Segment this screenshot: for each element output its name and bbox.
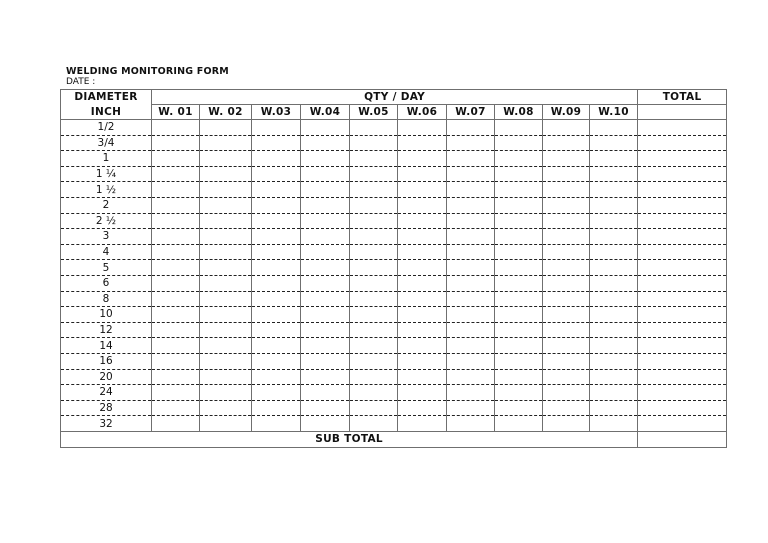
qty-cell[interactable] xyxy=(350,385,398,401)
qty-cell[interactable] xyxy=(543,275,590,291)
qty-cell[interactable] xyxy=(447,260,495,276)
qty-cell[interactable] xyxy=(301,182,350,198)
qty-cell[interactable] xyxy=(350,369,398,385)
diameter-cell: 1/2 xyxy=(61,120,152,136)
diameter-cell: 10 xyxy=(61,307,152,323)
qty-cell[interactable] xyxy=(350,213,398,229)
qty-cell[interactable] xyxy=(252,182,301,198)
qty-cell[interactable] xyxy=(252,385,301,401)
qty-cell[interactable] xyxy=(590,182,638,198)
qty-cell[interactable] xyxy=(301,400,350,416)
qty-cell[interactable] xyxy=(200,291,252,307)
total-cell[interactable] xyxy=(638,260,727,276)
total-cell[interactable] xyxy=(638,135,727,151)
diameter-cell: 2 xyxy=(61,197,152,213)
qty-cell[interactable] xyxy=(252,244,301,260)
qty-cell[interactable] xyxy=(200,416,252,432)
qty-cell[interactable] xyxy=(200,322,252,338)
qty-cell[interactable] xyxy=(252,229,301,245)
qty-cell[interactable] xyxy=(590,229,638,245)
table-row xyxy=(61,260,727,276)
qty-cell[interactable] xyxy=(590,291,638,307)
qty-cell[interactable] xyxy=(152,369,200,385)
qty-cell[interactable] xyxy=(152,197,200,213)
qty-cell[interactable] xyxy=(398,307,447,323)
table-row xyxy=(61,197,727,213)
qty-cell[interactable] xyxy=(301,244,350,260)
qty-cell[interactable] xyxy=(447,416,495,432)
qty-cell[interactable] xyxy=(590,275,638,291)
qty-cell[interactable] xyxy=(252,260,301,276)
week-header: W.09 xyxy=(543,105,590,120)
qty-cell[interactable] xyxy=(200,229,252,245)
total-cell[interactable] xyxy=(638,151,727,167)
qty-cell[interactable] xyxy=(398,385,447,401)
qty-cell[interactable] xyxy=(252,338,301,354)
qty-cell[interactable] xyxy=(252,120,301,136)
qty-cell[interactable] xyxy=(200,120,252,136)
qty-cell[interactable] xyxy=(350,307,398,323)
qty-cell[interactable] xyxy=(495,197,543,213)
qty-cell[interactable] xyxy=(350,135,398,151)
qty-cell[interactable] xyxy=(152,400,200,416)
qty-per-day-header: QTY / DAY xyxy=(152,90,638,105)
diameter-header: DIAMETER xyxy=(61,90,152,105)
qty-cell[interactable] xyxy=(590,416,638,432)
table-row xyxy=(61,151,727,167)
qty-cell[interactable] xyxy=(200,197,252,213)
qty-cell[interactable] xyxy=(350,353,398,369)
table-row xyxy=(61,307,727,323)
table-row xyxy=(61,135,727,151)
total-cell[interactable] xyxy=(638,291,727,307)
qty-cell[interactable] xyxy=(350,260,398,276)
table-row xyxy=(61,229,727,245)
qty-cell[interactable] xyxy=(350,275,398,291)
subtotal-total-cell[interactable] xyxy=(638,431,727,447)
qty-cell[interactable] xyxy=(543,338,590,354)
total-cell[interactable] xyxy=(638,244,727,260)
week-header: W.03 xyxy=(252,105,301,120)
qty-cell[interactable] xyxy=(398,151,447,167)
qty-cell[interactable] xyxy=(495,400,543,416)
qty-cell[interactable] xyxy=(200,275,252,291)
qty-cell[interactable] xyxy=(301,385,350,401)
subtotal-row xyxy=(61,431,727,447)
diameter-cell: 32 xyxy=(61,416,152,432)
total-cell[interactable] xyxy=(638,307,727,323)
qty-cell[interactable] xyxy=(590,197,638,213)
qty-cell[interactable] xyxy=(398,166,447,182)
qty-cell[interactable] xyxy=(350,416,398,432)
qty-cell[interactable] xyxy=(301,291,350,307)
qty-cell[interactable] xyxy=(590,260,638,276)
week-header: W.06 xyxy=(398,105,447,120)
qty-cell[interactable] xyxy=(590,353,638,369)
diameter-cell: 4 xyxy=(61,244,152,260)
qty-cell[interactable] xyxy=(301,120,350,136)
qty-cell[interactable] xyxy=(398,291,447,307)
qty-cell[interactable] xyxy=(152,182,200,198)
qty-cell[interactable] xyxy=(152,385,200,401)
table-row xyxy=(61,369,727,385)
qty-cell[interactable] xyxy=(447,369,495,385)
qty-cell[interactable] xyxy=(398,338,447,354)
qty-cell[interactable] xyxy=(447,213,495,229)
qty-cell[interactable] xyxy=(447,385,495,401)
total-cell[interactable] xyxy=(638,120,727,136)
table-row xyxy=(61,291,727,307)
qty-cell[interactable] xyxy=(350,244,398,260)
qty-cell[interactable] xyxy=(495,385,543,401)
qty-cell[interactable] xyxy=(301,338,350,354)
qty-cell[interactable] xyxy=(495,244,543,260)
total-cell[interactable] xyxy=(638,229,727,245)
qty-cell[interactable] xyxy=(543,213,590,229)
qty-cell[interactable] xyxy=(152,229,200,245)
qty-cell[interactable] xyxy=(495,338,543,354)
qty-cell[interactable] xyxy=(350,229,398,245)
qty-cell[interactable] xyxy=(543,416,590,432)
qty-cell[interactable] xyxy=(495,120,543,136)
qty-cell[interactable] xyxy=(252,166,301,182)
qty-cell[interactable] xyxy=(543,291,590,307)
qty-cell[interactable] xyxy=(590,213,638,229)
qty-cell[interactable] xyxy=(398,400,447,416)
total-header-blank xyxy=(638,105,727,120)
qty-cell[interactable] xyxy=(543,400,590,416)
qty-cell[interactable] xyxy=(590,151,638,167)
qty-cell[interactable] xyxy=(252,322,301,338)
qty-cell[interactable] xyxy=(447,151,495,167)
table-row xyxy=(61,400,727,416)
diameter-cell: 24 xyxy=(61,385,152,401)
qty-cell[interactable] xyxy=(252,291,301,307)
total-cell[interactable] xyxy=(638,353,727,369)
total-cell[interactable] xyxy=(638,213,727,229)
qty-cell[interactable] xyxy=(447,166,495,182)
qty-cell[interactable] xyxy=(152,213,200,229)
welding-monitoring-table xyxy=(60,89,727,448)
diameter-cell: 1 ¼ xyxy=(61,166,152,182)
qty-cell[interactable] xyxy=(543,135,590,151)
qty-cell[interactable] xyxy=(252,213,301,229)
qty-cell[interactable] xyxy=(590,120,638,136)
qty-cell[interactable] xyxy=(398,322,447,338)
qty-cell[interactable] xyxy=(152,307,200,323)
qty-cell[interactable] xyxy=(152,322,200,338)
diameter-cell: 14 xyxy=(61,338,152,354)
qty-cell[interactable] xyxy=(495,135,543,151)
qty-cell[interactable] xyxy=(301,275,350,291)
qty-cell[interactable] xyxy=(447,229,495,245)
qty-cell[interactable] xyxy=(350,120,398,136)
qty-cell[interactable] xyxy=(447,400,495,416)
qty-cell[interactable] xyxy=(590,166,638,182)
qty-cell[interactable] xyxy=(495,275,543,291)
qty-cell[interactable] xyxy=(152,275,200,291)
qty-cell[interactable] xyxy=(398,197,447,213)
total-header: TOTAL xyxy=(638,90,727,105)
qty-cell[interactable] xyxy=(398,120,447,136)
qty-cell[interactable] xyxy=(200,307,252,323)
qty-cell[interactable] xyxy=(350,151,398,167)
qty-cell[interactable] xyxy=(200,338,252,354)
table-row xyxy=(61,338,727,354)
qty-cell[interactable] xyxy=(398,275,447,291)
qty-cell[interactable] xyxy=(543,307,590,323)
table-row xyxy=(61,322,727,338)
diameter-cell: 8 xyxy=(61,291,152,307)
qty-cell[interactable] xyxy=(543,260,590,276)
total-cell[interactable] xyxy=(638,338,727,354)
qty-cell[interactable] xyxy=(447,275,495,291)
qty-cell[interactable] xyxy=(200,353,252,369)
qty-cell[interactable] xyxy=(398,353,447,369)
qty-cell[interactable] xyxy=(543,166,590,182)
total-cell[interactable] xyxy=(638,275,727,291)
qty-cell[interactable] xyxy=(495,166,543,182)
qty-cell[interactable] xyxy=(301,229,350,245)
qty-cell[interactable] xyxy=(152,120,200,136)
qty-cell[interactable] xyxy=(447,291,495,307)
week-header: W.08 xyxy=(495,105,543,120)
table-row xyxy=(61,166,727,182)
qty-cell[interactable] xyxy=(252,275,301,291)
qty-cell[interactable] xyxy=(543,182,590,198)
qty-cell[interactable] xyxy=(200,400,252,416)
table-row xyxy=(61,244,727,260)
table-row xyxy=(61,182,727,198)
week-header: W.07 xyxy=(447,105,495,120)
qty-cell[interactable] xyxy=(398,213,447,229)
qty-cell[interactable] xyxy=(252,416,301,432)
qty-cell[interactable] xyxy=(200,213,252,229)
qty-cell[interactable] xyxy=(252,135,301,151)
qty-cell[interactable] xyxy=(152,291,200,307)
qty-cell[interactable] xyxy=(301,307,350,323)
qty-cell[interactable] xyxy=(301,213,350,229)
diameter-cell: 3 xyxy=(61,229,152,245)
qty-cell[interactable] xyxy=(252,353,301,369)
total-cell[interactable] xyxy=(638,400,727,416)
qty-cell[interactable] xyxy=(200,182,252,198)
table-row xyxy=(61,385,727,401)
qty-cell[interactable] xyxy=(590,400,638,416)
qty-cell[interactable] xyxy=(447,322,495,338)
diameter-cell: 20 xyxy=(61,369,152,385)
qty-cell[interactable] xyxy=(447,182,495,198)
total-cell[interactable] xyxy=(638,369,727,385)
qty-cell[interactable] xyxy=(543,120,590,136)
week-header: W. 02 xyxy=(200,105,252,120)
qty-cell[interactable] xyxy=(152,416,200,432)
qty-cell[interactable] xyxy=(152,166,200,182)
qty-cell[interactable] xyxy=(398,369,447,385)
qty-cell[interactable] xyxy=(152,244,200,260)
qty-cell[interactable] xyxy=(543,197,590,213)
qty-cell[interactable] xyxy=(398,244,447,260)
date-label: DATE : xyxy=(66,77,96,87)
week-header: W.04 xyxy=(301,105,350,120)
qty-cell[interactable] xyxy=(200,151,252,167)
qty-cell[interactable] xyxy=(200,369,252,385)
qty-cell[interactable] xyxy=(495,291,543,307)
qty-cell[interactable] xyxy=(495,322,543,338)
week-header: W.10 xyxy=(590,105,638,120)
qty-cell[interactable] xyxy=(350,400,398,416)
qty-cell[interactable] xyxy=(301,166,350,182)
qty-cell[interactable] xyxy=(350,182,398,198)
qty-cell[interactable] xyxy=(447,197,495,213)
subtotal-label: SUB TOTAL xyxy=(61,431,638,447)
qty-cell[interactable] xyxy=(252,400,301,416)
qty-cell[interactable] xyxy=(301,416,350,432)
qty-cell[interactable] xyxy=(252,307,301,323)
header-row-top xyxy=(61,90,727,105)
qty-cell[interactable] xyxy=(301,369,350,385)
qty-cell[interactable] xyxy=(152,353,200,369)
qty-cell[interactable] xyxy=(301,135,350,151)
diameter-cell: 28 xyxy=(61,400,152,416)
qty-cell[interactable] xyxy=(495,213,543,229)
inch-header: INCH xyxy=(61,105,152,120)
diameter-cell: 1 xyxy=(61,151,152,167)
header-row-weeks xyxy=(61,105,727,120)
qty-cell[interactable] xyxy=(398,182,447,198)
qty-cell[interactable] xyxy=(447,244,495,260)
qty-cell[interactable] xyxy=(350,197,398,213)
qty-cell[interactable] xyxy=(447,307,495,323)
qty-cell[interactable] xyxy=(252,151,301,167)
total-cell[interactable] xyxy=(638,166,727,182)
qty-cell[interactable] xyxy=(301,197,350,213)
diameter-cell: 2 ½ xyxy=(61,213,152,229)
qty-cell[interactable] xyxy=(590,322,638,338)
diameter-cell: 3/4 xyxy=(61,135,152,151)
qty-cell[interactable] xyxy=(590,135,638,151)
total-cell[interactable] xyxy=(638,322,727,338)
qty-cell[interactable] xyxy=(398,229,447,245)
qty-cell[interactable] xyxy=(590,307,638,323)
qty-cell[interactable] xyxy=(543,322,590,338)
qty-cell[interactable] xyxy=(495,416,543,432)
qty-cell[interactable] xyxy=(200,244,252,260)
qty-cell[interactable] xyxy=(590,338,638,354)
qty-cell[interactable] xyxy=(152,260,200,276)
qty-cell[interactable] xyxy=(252,369,301,385)
table-row xyxy=(61,353,727,369)
qty-cell[interactable] xyxy=(152,338,200,354)
qty-cell[interactable] xyxy=(447,120,495,136)
qty-cell[interactable] xyxy=(350,322,398,338)
qty-cell[interactable] xyxy=(152,135,200,151)
qty-cell[interactable] xyxy=(252,197,301,213)
table-row xyxy=(61,416,727,432)
qty-cell[interactable] xyxy=(495,260,543,276)
diameter-cell: 1 ½ xyxy=(61,182,152,198)
table-row xyxy=(61,275,727,291)
week-header: W.05 xyxy=(350,105,398,120)
qty-cell[interactable] xyxy=(398,135,447,151)
total-cell[interactable] xyxy=(638,182,727,198)
table-row xyxy=(61,213,727,229)
qty-cell[interactable] xyxy=(350,291,398,307)
qty-cell[interactable] xyxy=(152,151,200,167)
qty-cell[interactable] xyxy=(447,338,495,354)
qty-cell[interactable] xyxy=(590,369,638,385)
qty-cell[interactable] xyxy=(447,135,495,151)
qty-cell[interactable] xyxy=(301,322,350,338)
diameter-cell: 12 xyxy=(61,322,152,338)
week-header: W. 01 xyxy=(152,105,200,120)
qty-cell[interactable] xyxy=(447,353,495,369)
qty-cell[interactable] xyxy=(543,229,590,245)
qty-cell[interactable] xyxy=(543,151,590,167)
qty-cell[interactable] xyxy=(301,260,350,276)
diameter-cell: 5 xyxy=(61,260,152,276)
table-row xyxy=(61,120,727,136)
qty-cell[interactable] xyxy=(495,307,543,323)
diameter-cell: 6 xyxy=(61,275,152,291)
qty-cell[interactable] xyxy=(200,166,252,182)
diameter-cell: 16 xyxy=(61,353,152,369)
qty-cell[interactable] xyxy=(543,244,590,260)
form-title: WELDING MONITORING FORM xyxy=(66,66,229,77)
qty-cell[interactable] xyxy=(398,416,447,432)
qty-cell[interactable] xyxy=(200,135,252,151)
qty-cell[interactable] xyxy=(543,385,590,401)
total-cell[interactable] xyxy=(638,416,727,432)
qty-cell[interactable] xyxy=(590,385,638,401)
qty-cell[interactable] xyxy=(495,229,543,245)
qty-cell[interactable] xyxy=(495,151,543,167)
qty-cell[interactable] xyxy=(301,353,350,369)
qty-cell[interactable] xyxy=(543,369,590,385)
qty-cell[interactable] xyxy=(590,244,638,260)
qty-cell[interactable] xyxy=(200,260,252,276)
qty-cell[interactable] xyxy=(301,151,350,167)
qty-cell[interactable] xyxy=(350,166,398,182)
qty-cell[interactable] xyxy=(350,338,398,354)
total-cell[interactable] xyxy=(638,385,727,401)
qty-cell[interactable] xyxy=(495,182,543,198)
qty-cell[interactable] xyxy=(543,353,590,369)
qty-cell[interactable] xyxy=(495,369,543,385)
qty-cell[interactable] xyxy=(200,385,252,401)
qty-cell[interactable] xyxy=(398,260,447,276)
total-cell[interactable] xyxy=(638,197,727,213)
qty-cell[interactable] xyxy=(495,353,543,369)
